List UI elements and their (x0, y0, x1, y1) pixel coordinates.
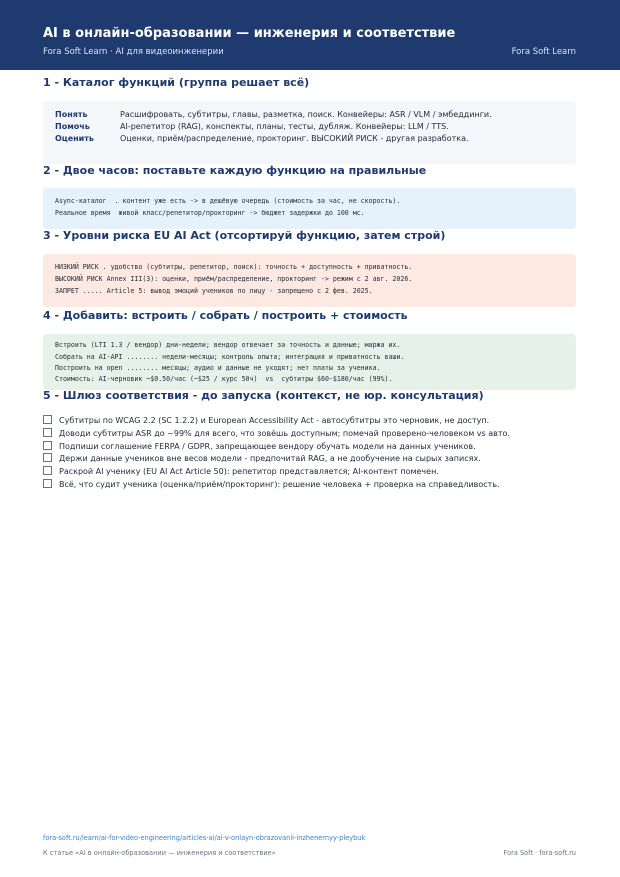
compliance-item-label: Субтитры по WCAG 2.2 (SC 1.2.2) и European Accessibility Act - автосубтитры это черновик, не доступ. (59, 416, 490, 425)
timing-box (43, 188, 576, 229)
catalog-value: Оценки, приём/распределение, прокторинг. ВЫСОКИЙ РИСК - другая разработка. (120, 134, 469, 143)
catalog-value: Расшифровать, субтитры, главы, разметка, поиск. Конвейеры: ASR / VLM / эмбеддинги. (120, 110, 492, 119)
risk-line: ВЫСОКИЙ РИСК Annex III(3): оценки, приём/распределение, прокторинг -> режим с 2 авг. 2026. (55, 275, 413, 283)
footer-article-link[interactable]: fora-soft.ru/learn/ai-for-video-engineering/articles-ai/ai-v-onlayn-obrazovanii-inzhenernyy-pleybuk (43, 834, 366, 842)
build-line: Стоимость: AI-черновик ~$0.50/час (~$25 / курс 50ч) vs субтитры $60-$180/час (99%). (55, 375, 393, 383)
risk-levels-box (43, 254, 576, 307)
page-subtitle: Fora Soft Learn · AI для видеоинженерии (43, 47, 224, 57)
risk-line: ЗАПРЕТ ..... Article 5: вывод эмоций учеников по лицу - запрещено с 2 фев. 2025. (55, 287, 373, 295)
section-1-title: 1 - Каталог функций (группа решает всё) (43, 76, 310, 89)
compliance-item[interactable] (43, 453, 481, 465)
checkbox[interactable] (43, 441, 52, 450)
risk-line: НИЗКИЙ РИСК . удобство (субтитры, репетитор, поиск): точность + доступность + приватность. (55, 263, 413, 271)
page-title: AI в онлайн-образовании — инженерия и соответствие (43, 26, 456, 41)
build-line: Собрать на AI-API ........ недели-месяцы; контроль опыта; интеграция и приватность ваши. (55, 353, 405, 361)
section-4-title: 4 - Добавить: встроить / собрать / построить + стоимость (43, 309, 408, 322)
compliance-item[interactable] (43, 441, 476, 453)
checkbox[interactable] (43, 428, 52, 437)
build-line: Встроить (LTI 1.3 / вендор) дни-недели; вендор отвечает за точность и данные; маржа их. (55, 341, 401, 349)
compliance-item[interactable] (43, 479, 500, 491)
timing-line: Реальное время живой класс/репетитор/прокторинг -> бюджет задержки до 100 мс. (55, 209, 365, 217)
catalog-key: Помочь (55, 122, 90, 131)
checkbox[interactable] (43, 453, 52, 462)
timing-line: Async-каталог . контент уже есть -> в дешёвую очередь (стоимость за час, не скорость). (55, 197, 401, 205)
page-header (0, 0, 620, 70)
catalog-key: Оценить (55, 134, 94, 143)
catalog-row (55, 134, 469, 143)
compliance-item-label: Подпиши соглашение FERPA / GDPR, запрещающее вендору обучать модели на данных учеников. (59, 442, 476, 451)
feature-catalog-box (43, 101, 576, 164)
checkbox[interactable] (43, 415, 52, 424)
catalog-row (55, 122, 449, 131)
checkbox[interactable] (43, 466, 52, 475)
section-2-title: 2 - Двое часов: поставьте каждую функцию на правильные (43, 164, 427, 177)
section-5-title: 5 - Шлюз соответствия - до запуска (контекст, не юр. консультация) (43, 389, 484, 402)
catalog-value: AI-репетитор (RAG), конспекты, планы, тесты, дубляж. Конвейеры: LLM / TTS. (120, 122, 449, 131)
compliance-item[interactable] (43, 466, 439, 478)
compliance-item[interactable] (43, 415, 489, 427)
compliance-item[interactable] (43, 428, 510, 440)
compliance-item-label: Раскрой AI ученику (EU AI Act Article 50): репетитор представляется; AI-контент помечен. (59, 467, 439, 476)
compliance-item-label: Доводи субтитры ASR до ~99% для всего, что зовёшь доступным; помечай проверено-человеком vs авто. (59, 429, 510, 438)
build-line: Построить на open ........ месяцы; аудио и данные не уходят; нет платы за ученика. (55, 364, 381, 372)
compliance-item-label: Всё, что судит ученика (оценка/приём/прокторинг): решение человека + проверка на справедливость. (59, 480, 500, 489)
header-brand: Fora Soft Learn (511, 47, 576, 57)
compliance-item-label: Держи данные учеников вне весов модели - предпочитай RAG, а не дообучение на сырых записях. (59, 454, 481, 463)
footer-brand: Fora Soft · fora-soft.ru (503, 849, 576, 857)
section-3-title: 3 - Уровни риска EU AI Act (отсортируй функцию, затем строй) (43, 229, 446, 242)
catalog-key: Понять (55, 110, 88, 119)
build-options-box (43, 334, 576, 390)
footer-note: К статье «AI в онлайн-образовании — инженерия и соответствие» (43, 849, 276, 857)
catalog-row (55, 110, 492, 119)
checkbox[interactable] (43, 479, 52, 488)
